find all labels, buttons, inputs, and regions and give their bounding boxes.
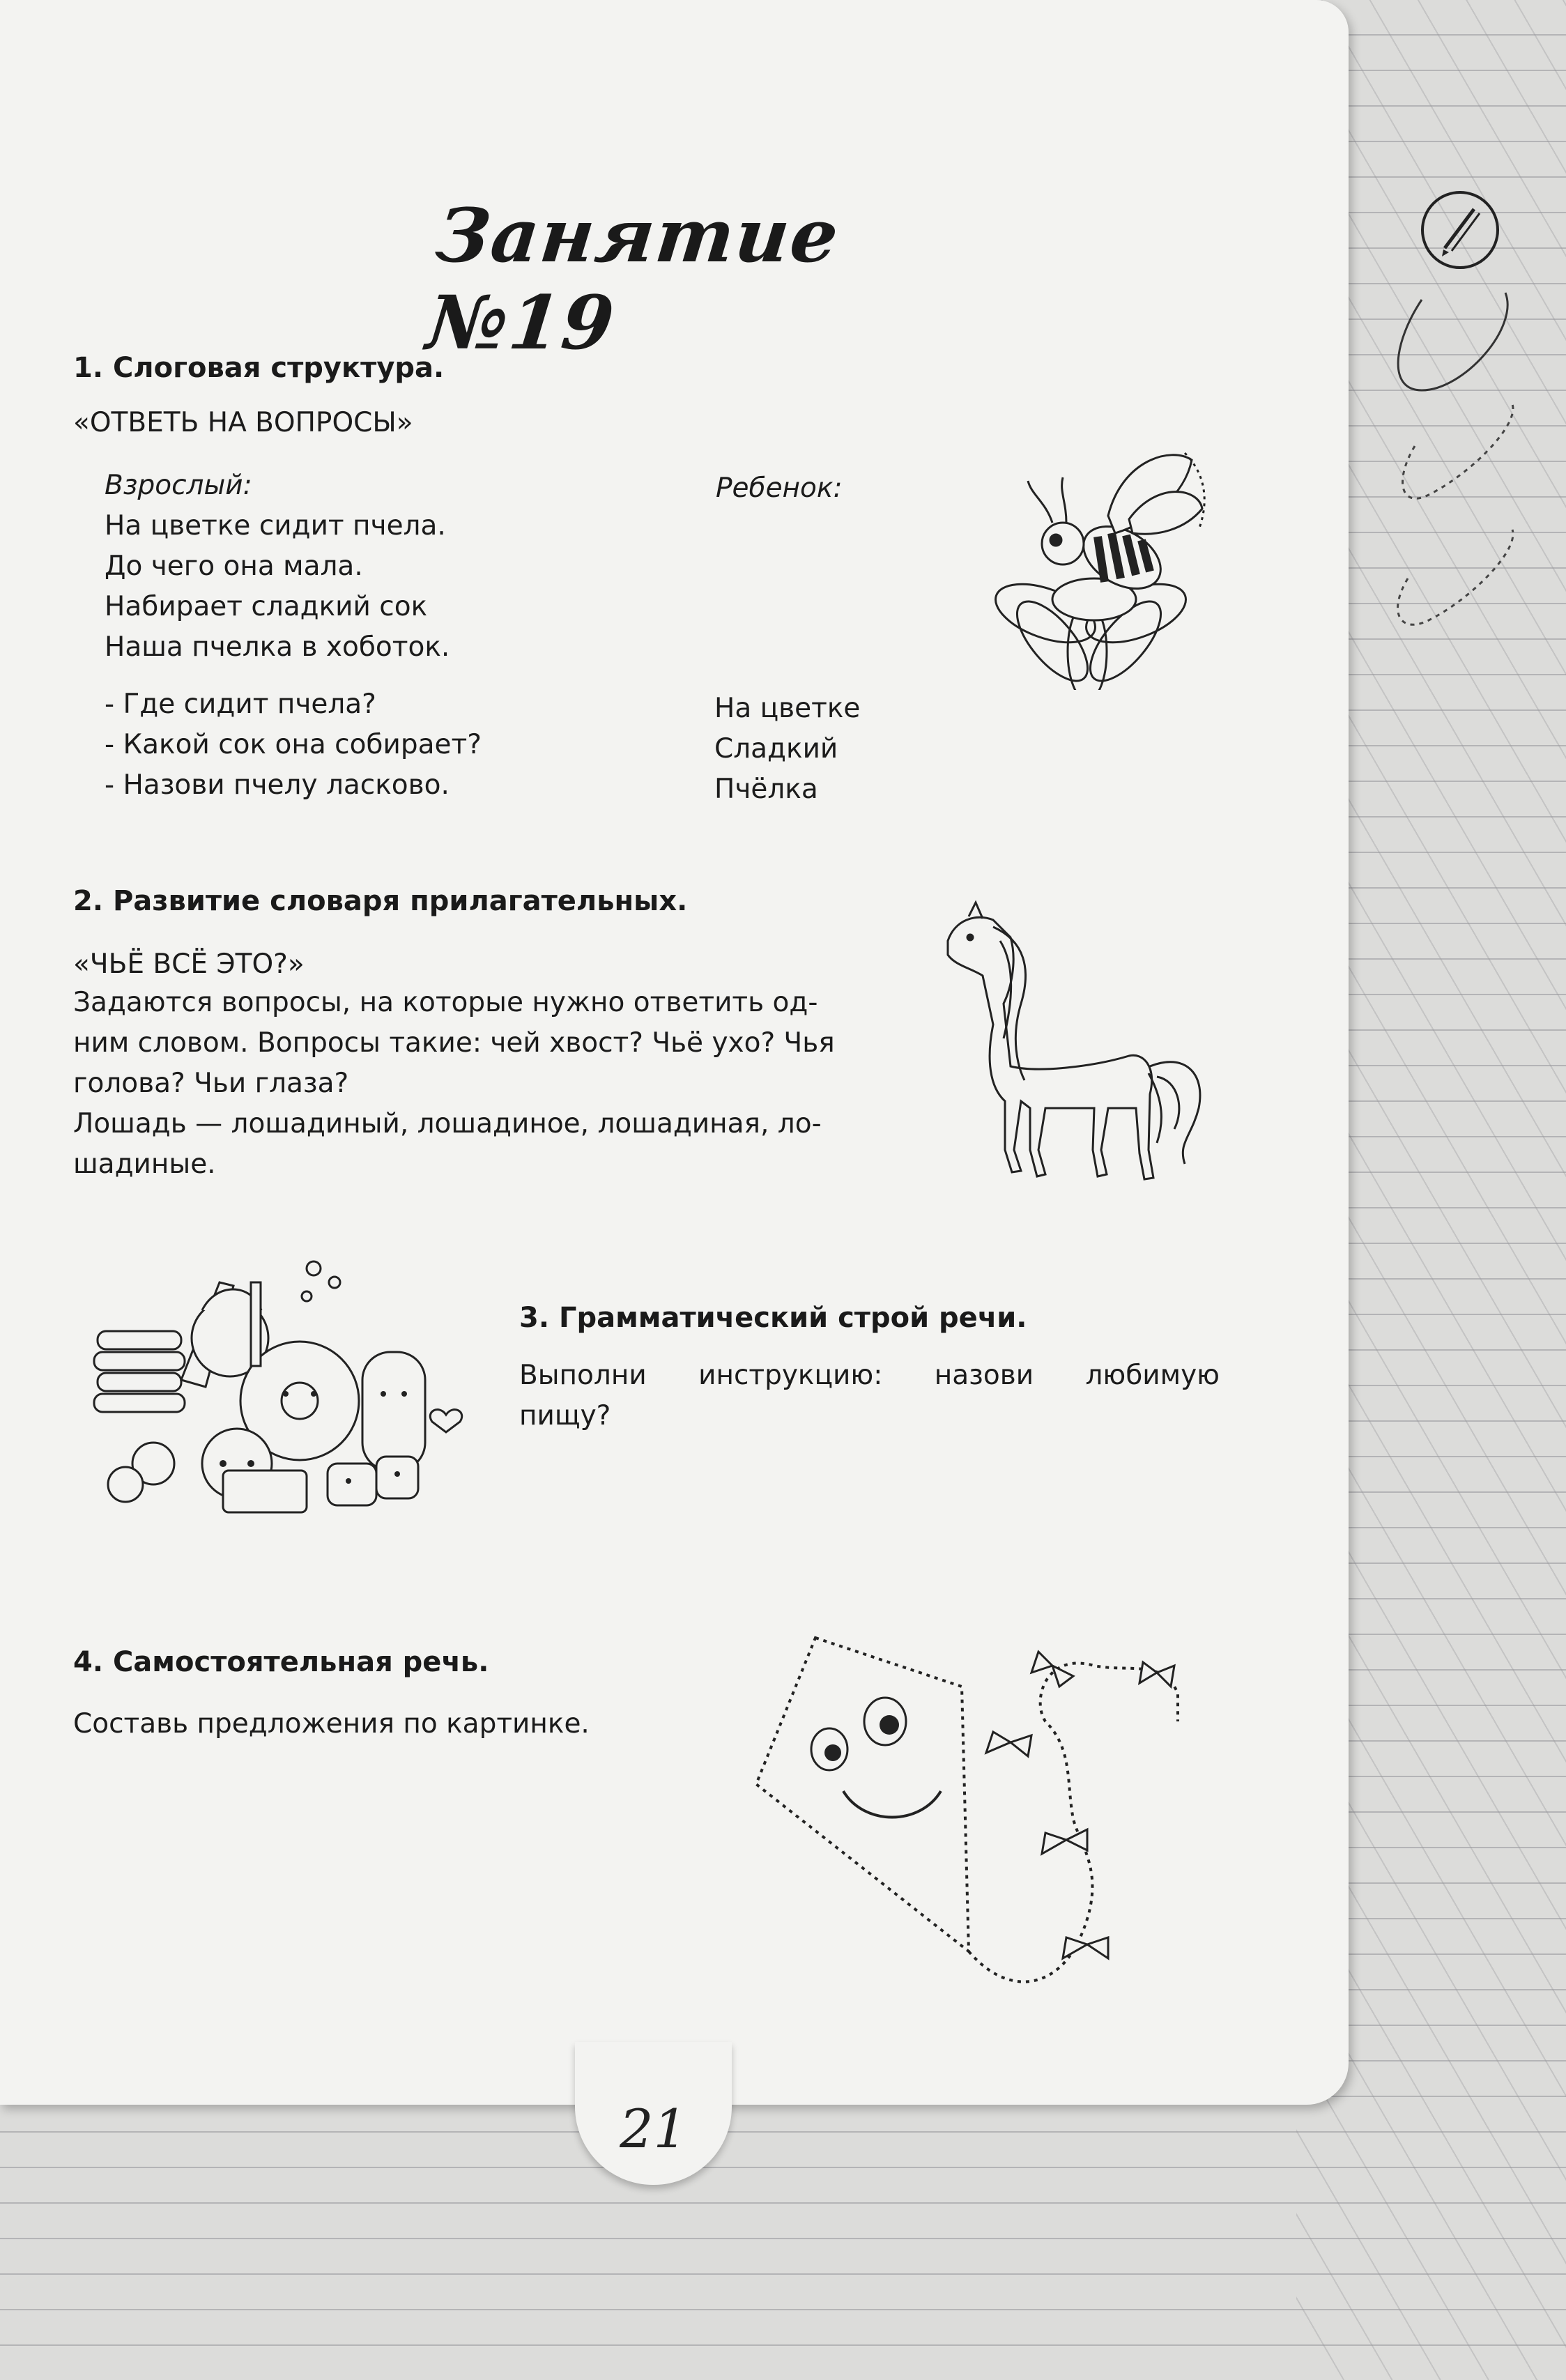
poem-line: Набирает сладкий сок bbox=[105, 591, 428, 622]
question-line: - Где сидит пчела? bbox=[105, 689, 376, 720]
kite-illustration bbox=[746, 1610, 1199, 2014]
child-label: Ребенок: bbox=[716, 473, 843, 504]
section3-word: инструкцию: bbox=[698, 1360, 883, 1391]
section3-word: любимую bbox=[1085, 1360, 1220, 1391]
answer-line: На цветке bbox=[714, 693, 861, 724]
page-number: 21 bbox=[620, 2098, 687, 2160]
section3-text-line1 bbox=[519, 1356, 1220, 1395]
answer-line: Пчёлка bbox=[714, 774, 818, 805]
horse-illustration bbox=[927, 899, 1213, 1192]
question-line: - Какой сок она собирает? bbox=[105, 729, 482, 760]
section2-text-line: шадиные. bbox=[73, 1149, 216, 1180]
section4-heading: 4. Самостоятельная речь. bbox=[73, 1646, 489, 1678]
poem-line: До чего она мала. bbox=[105, 551, 363, 582]
pencil-icon bbox=[1418, 188, 1502, 272]
section2-heading: 2. Развитие словаря прилагательных. bbox=[73, 885, 688, 917]
section3-word: назови bbox=[934, 1360, 1034, 1391]
section2-text bbox=[73, 983, 875, 1185]
question-line: - Назови пчелу ласково. bbox=[105, 769, 450, 801]
section2-text-line: ним словом. Вопросы такие: чей хвост? Чьё ухо? Чья bbox=[73, 1027, 835, 1059]
section3-word: Выполни bbox=[519, 1360, 647, 1391]
adult-label: Взрослый: bbox=[105, 470, 252, 501]
page-title: Занятие №19 bbox=[422, 192, 844, 366]
poem-line: Наша пчелка в хоботок. bbox=[105, 631, 450, 663]
section2-text-line: Задаются вопросы, на которые нужно ответить од- bbox=[73, 987, 818, 1018]
section2-game-title: «ЧЬЁ ВСЁ ЭТО?» bbox=[73, 949, 305, 980]
section4-text: Составь предложения по картинке. bbox=[73, 1708, 590, 1740]
section3-heading: 3. Грамматический строй речи. bbox=[519, 1302, 1027, 1334]
sweets-illustration bbox=[84, 1254, 474, 1519]
answer-line: Сладкий bbox=[714, 733, 838, 765]
handwriting-practice-curves bbox=[1380, 286, 1547, 676]
section2-text-line: Лошадь — лошадиный, лошадиное, лошадиная, ло- bbox=[73, 1108, 822, 1139]
section3-text-line2: пищу? bbox=[519, 1400, 611, 1431]
section1-game-title: «ОТВЕТЬ НА ВОПРОСЫ» bbox=[73, 407, 413, 438]
bee-on-flower-illustration bbox=[962, 432, 1213, 690]
poem-line: На цветке сидит пчела. bbox=[105, 510, 446, 542]
section1-heading: 1. Слоговая структура. bbox=[73, 352, 445, 384]
section2-text-line: голова? Чьи глаза? bbox=[73, 1068, 349, 1099]
